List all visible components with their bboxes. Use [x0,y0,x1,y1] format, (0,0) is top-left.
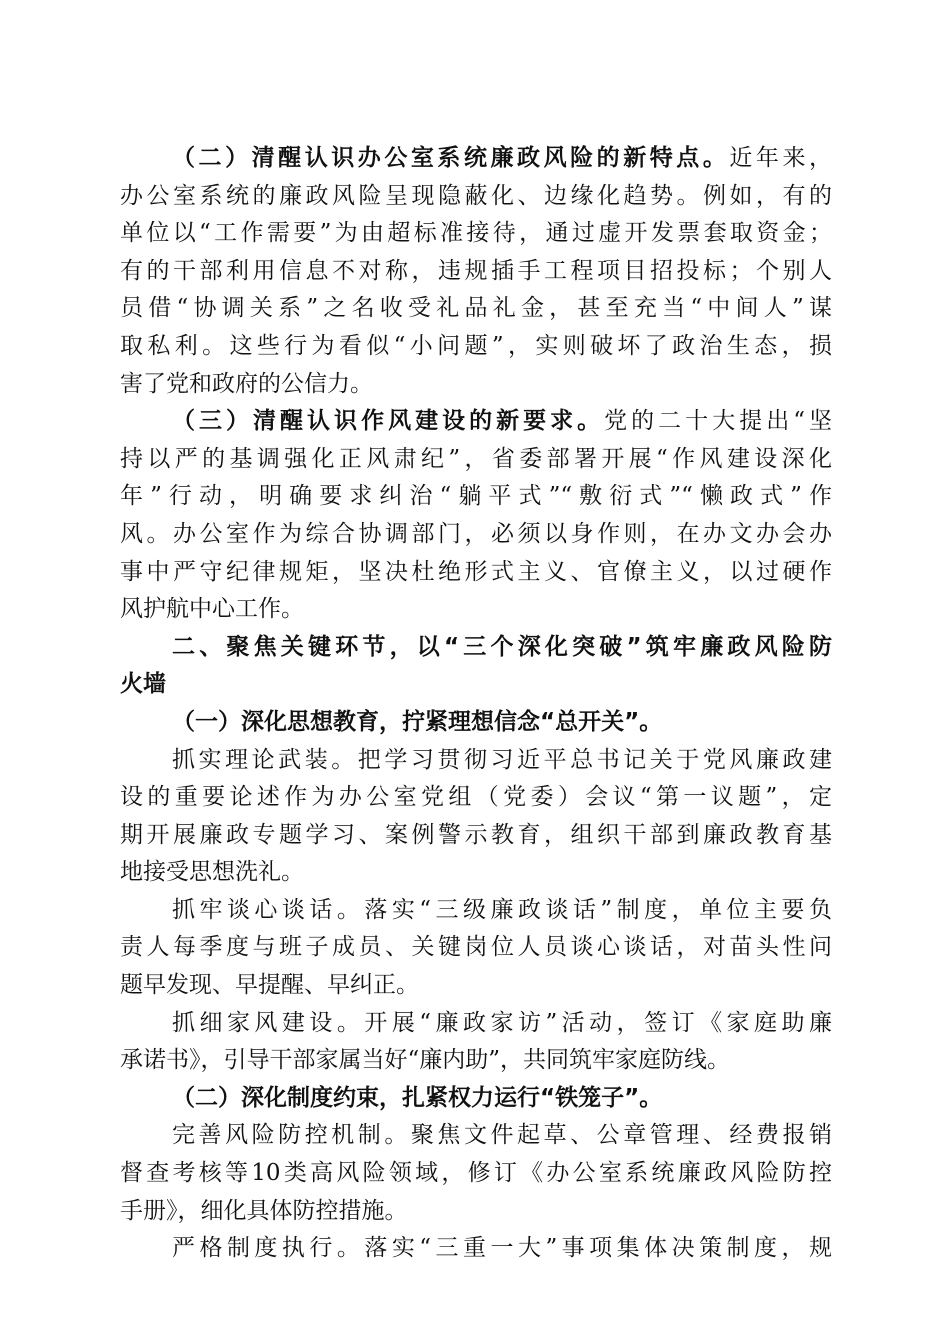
paragraph-risk-control [120,1117,832,1230]
text-line: 持以严的基调强化正风肃纪”，省委部署开展“作风建设深化 [120,445,832,472]
heading-line: 火墙 [120,671,166,698]
text-line: 员借“协调关系”之名收受礼品礼金，甚至充当“中间人”谋 [120,295,832,322]
text-line: 有的干部利用信息不对称，违规插手工程项目招投标；个别人 [120,257,832,284]
text-line: 抓细家风建设。开展“廉政家访”活动，签订《家庭助廉 [172,1009,832,1036]
text-line: 抓实理论武装。把学习贯彻习近平总书记关于党风廉政建 [172,746,832,773]
text-line: （二）清醒认识办公室系统廉政风险的新特点。近年来， [172,145,833,171]
text-line: 严格制度执行。落实“三重一大”事项集体决策制度，规 [172,1235,832,1262]
text-line: 办公室系统的廉政风险呈现隐蔽化、边缘化趋势。例如，有的 [120,182,832,209]
text-line: 风护航中心工作。 [120,596,304,623]
text-line: 责人每季度与班子成员、关键岗位人员谈心谈话，对苗头性问 [120,934,832,961]
subheading-line: （二）深化制度约束，扎紧权力运行“铁笼子”。 [172,1084,663,1111]
text-line: 督查考核等10类高风险领域，修订《办公室系统廉政风险防控 [120,1160,832,1187]
text-line: 单位以“工作需要”为由超标准接待，通过虚开发票套取资金； [120,220,832,247]
paragraph-risk-features [120,140,832,403]
paragraph-style-requirements [120,403,832,629]
paragraph-enforcement [120,1230,832,1268]
paragraph-heading: （二）清醒认识办公室系统廉政风险的新特点。 [172,145,730,171]
subheading-line: （一）深化思想教育，拧紧理想信念“总开关”。 [172,708,663,735]
section-heading [120,629,832,704]
paragraph-heading: （三）清醒认识作风建设的新要求。 [172,408,605,435]
text-line: 抓牢谈心谈话。落实“三级廉政谈话”制度，单位主要负 [172,896,832,923]
text-line: 事中严守纪律规矩，坚决杜绝形式主义、官僚主义，以过硬作 [120,558,832,585]
paragraph-talks [120,892,832,1005]
paragraph-theory [120,742,832,892]
text-line: 年”行动，明确要求纠治“躺平式”“敷衍式”“懒政式”作 [120,483,832,510]
subsection-heading-institutions [120,1080,832,1118]
text-line: 风。办公室作为综合协调部门，必须以身作则，在办文办会办 [120,520,832,547]
text-line: （三）清醒认识作风建设的新要求。党的二十大提出“坚 [172,408,832,435]
text-line: 手册》，细化具体防控措施。 [120,1197,408,1224]
text-line: 地接受思想洗礼。 [120,859,304,886]
subsection-heading-ideology [120,704,832,742]
text-line: 题早发现、早提醒、早纠正。 [120,972,419,999]
text-line: 承诺书》，引导干部家属当好“廉内助”，共同筑牢家庭防线。 [120,1047,731,1074]
text-line: 期开展廉政专题学习、案例警示教育，组织干部到廉政教育基 [120,821,832,848]
heading-line: 二、聚焦关键环节，以“三个深化突破”筑牢廉政风险防 [172,633,832,660]
text-line: 害了党和政府的公信力。 [120,370,373,397]
text-line: 取私利。这些行为看似“小问题”，实则破坏了政治生态，损 [120,332,832,359]
text-line: 完善风险防控机制。聚焦文件起草、公章管理、经费报销 [172,1122,832,1149]
document-body [120,140,832,1268]
paragraph-family [120,1005,832,1080]
text-line: 设的重要论述作为办公室党组（党委）会议“第一议题”，定 [120,784,832,811]
